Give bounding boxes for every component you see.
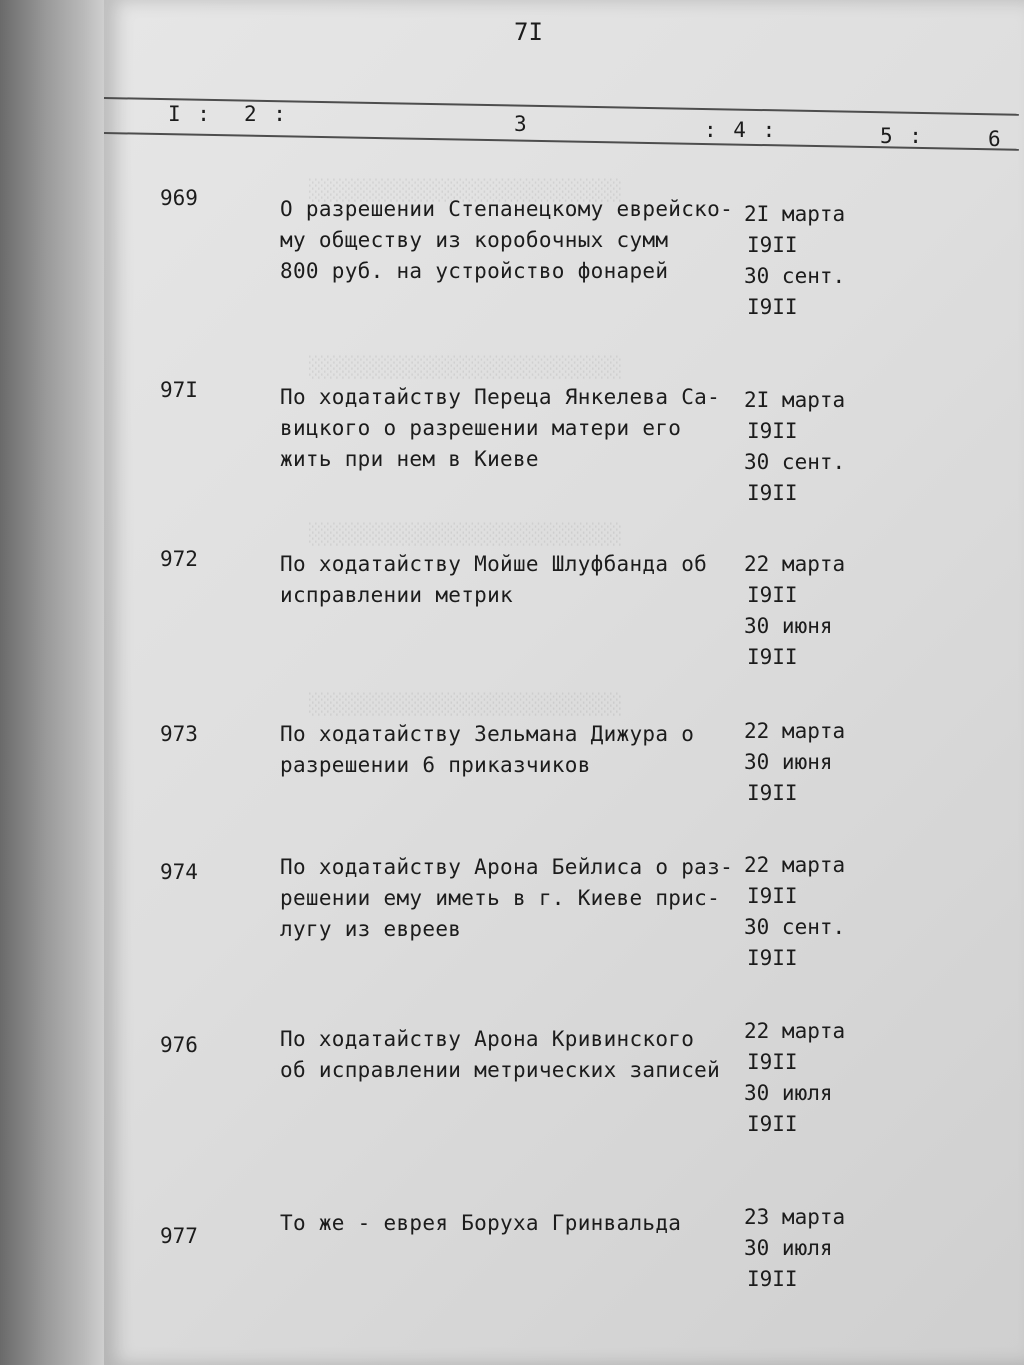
column-header-3: 3 [514,112,529,136]
date-year: I9II [747,295,798,319]
date-start: 22 марта [744,719,846,743]
description-line: 800 руб. на устройство фонарей [280,259,669,283]
date-year: I9II [747,946,798,970]
entry-number: 97I [160,378,198,402]
date-start: 22 марта [744,853,846,877]
date-year: I9II [747,1267,798,1291]
entry-description [280,549,750,611]
entry-number: 969 [160,186,198,210]
entry-description [280,1208,750,1239]
entry-description [280,1024,750,1086]
description-line: По ходатайству Арона Бейлиса о раз- [280,855,734,879]
entry-number: 973 [160,722,198,746]
date-year: I9II [747,884,798,908]
column-header-4: : 4 : [704,118,778,142]
entry-dates [744,716,845,809]
document-page [104,0,1024,1365]
description-line: О разрешении Степанецкому еврейско- [280,197,734,221]
description-line: вицкого о разрешении матери его [280,416,682,440]
date-start: 2I марта [744,388,846,412]
description-line: По ходатайству Мойше Шлуфбанда об [280,552,708,576]
header-rule-top [104,97,1019,116]
page-number: 7I [514,18,543,46]
entry-number: 976 [160,1033,198,1057]
description-line: му обществу из коробочных сумм [280,228,669,252]
date-end: 30 июля [744,1081,833,1105]
entry-description [280,194,750,287]
description-line: лугу из евреев [280,917,462,941]
description-line: исправлении метрик [280,583,513,607]
entry-dates [744,850,845,974]
date-end: 30 сент. [744,450,846,474]
date-start: 22 марта [744,1019,846,1043]
column-header-2: 2 : [244,102,288,126]
bleed-through-text: ░░░░░░░░░░░░░░░░░░░░░░░░░░ [309,522,623,546]
entry-dates [744,1202,845,1295]
date-year: I9II [747,233,798,257]
entry-dates [744,199,845,323]
entry-description [280,852,750,945]
description-line: По ходатайству Арона Кривинского [280,1027,695,1051]
description-line: По ходатайству Зельмана Дижура о [280,722,695,746]
date-year: I9II [747,645,798,669]
column-header-6: 6 [988,127,1003,151]
book-binding [0,0,104,1365]
description-line: жить при нем в Киеве [280,447,539,471]
column-header-1: I : [168,102,212,126]
entry-dates [744,549,845,673]
date-year: I9II [747,419,798,443]
entry-description [280,719,750,781]
date-year: I9II [747,1112,798,1136]
date-year: I9II [747,481,798,505]
date-end: 30 июня [744,750,833,774]
date-start: 2I марта [744,202,846,226]
description-line: об исправлении метрических записей [280,1058,721,1082]
description-line: По ходатайству Переца Янкелева Са- [280,385,721,409]
date-end: 30 июля [744,1236,833,1260]
date-end: 30 сент. [744,264,846,288]
date-start: 23 марта [744,1205,846,1229]
date-year: I9II [747,1050,798,1074]
entry-description [280,382,750,475]
date-end: 30 сент. [744,915,846,939]
bleed-through-text: ░░░░░░░░░░░░░░░░░░░░░░░░░░ [309,692,623,716]
entry-number: 977 [160,1224,198,1248]
date-start: 22 марта [744,552,846,576]
description-line: разрешении 6 приказчиков [280,753,591,777]
date-year: I9II [747,781,798,805]
description-line: решении ему иметь в г. Киеве прис- [280,886,721,910]
bleed-through-text: ░░░░░░░░░░░░░░░░░░░░░░░░░░ [309,355,623,379]
entry-number: 972 [160,547,198,571]
description-line: То же - еврея Боруха Гринвальда [280,1211,682,1235]
column-header-5: 5 : [880,124,924,148]
entry-number: 974 [160,860,198,884]
entry-dates [744,385,845,509]
date-end: 30 июня [744,614,833,638]
date-year: I9II [747,583,798,607]
entry-dates [744,1016,845,1140]
bleed-through-text: ░░░░░░░░░░░░░░░░░░░░░░░░░░ [309,178,623,202]
